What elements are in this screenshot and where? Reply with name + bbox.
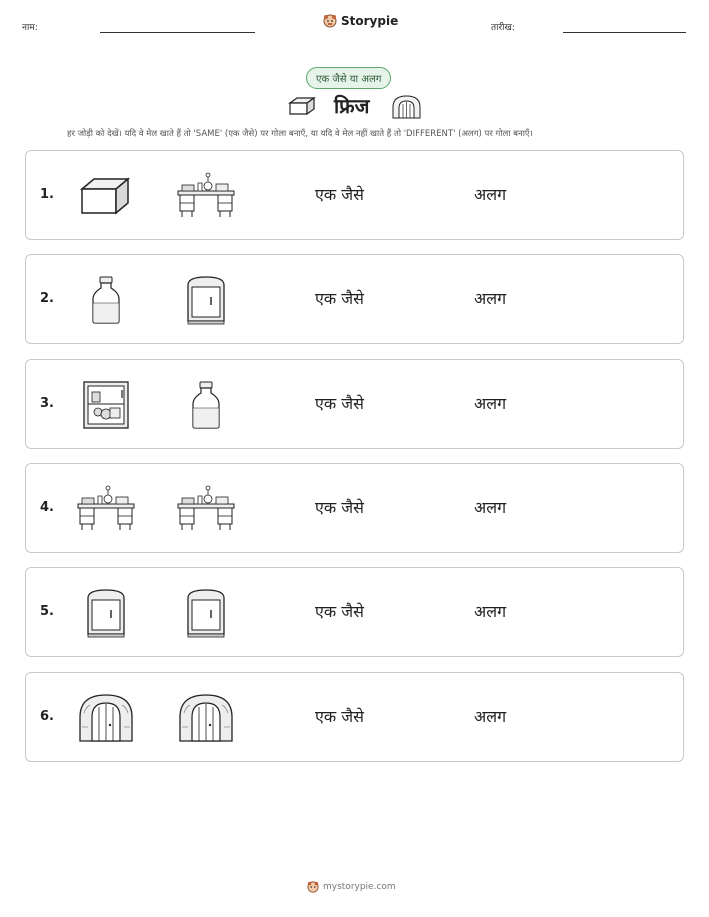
storypie-mascot-icon (307, 881, 319, 893)
same-option[interactable]: एक जैसे (315, 602, 364, 622)
worksheet-type-badge: एक जैसे या अलग (306, 67, 391, 89)
same-option[interactable]: एक जैसे (315, 185, 364, 204)
brand-name: Storypie (341, 14, 399, 28)
question-number: 6. (40, 708, 54, 724)
question-row (25, 567, 684, 657)
different-option[interactable]: अलग (474, 393, 507, 413)
lab-desk-icon (176, 171, 236, 221)
question-number: 5. (40, 604, 54, 620)
question-number: 2. (40, 291, 54, 307)
fridge-cabinet-icon (176, 588, 236, 638)
same-option[interactable]: एक जैसे (315, 706, 364, 726)
storypie-mascot-icon (323, 14, 337, 28)
instructions: हर जोड़ी को देखें। यदि वे मेल खाते हैं तो 'SAME' (एक जैसे) पर गोला बनाएँ, या यदि वे मेल नहीं खाते हैं तो 'DIFFERENT' (अलग) पर गोला बनाएँ। (67, 129, 533, 139)
question-number: 1. (40, 187, 54, 202)
footer (307, 881, 396, 893)
question-row (25, 359, 684, 449)
name-label: नाम: (22, 23, 38, 33)
different-option[interactable]: अलग (474, 706, 507, 726)
page-title: फ्रिज (334, 94, 370, 118)
lab-desk-icon (176, 484, 236, 534)
date-label: तारीख: (491, 23, 515, 33)
question-row (25, 463, 684, 553)
ice-block-icon (287, 95, 317, 117)
question-row (25, 150, 684, 240)
fridge-cabinet-icon (176, 275, 236, 325)
milk-bottle-icon (176, 380, 236, 430)
fridge-cabinet-icon (76, 588, 136, 638)
date-line[interactable] (563, 32, 686, 33)
different-option[interactable]: अलग (474, 602, 507, 622)
stone-door-icon (176, 693, 236, 743)
stone-door-icon (76, 693, 136, 743)
same-option[interactable]: एक जैसे (315, 393, 364, 413)
stone-door-icon (391, 94, 422, 119)
ice-block-icon (76, 171, 136, 221)
lab-desk-icon (76, 484, 136, 534)
question-row (25, 254, 684, 344)
different-option[interactable]: अलग (474, 289, 507, 309)
question-number: 3. (40, 395, 54, 411)
different-option[interactable]: अलग (474, 497, 507, 517)
open-fridge-icon (76, 380, 136, 430)
milk-bottle-icon (76, 275, 136, 325)
name-line[interactable] (100, 32, 255, 33)
question-number: 4. (40, 499, 54, 515)
question-row (25, 672, 684, 762)
same-option[interactable]: एक जैसे (315, 497, 364, 517)
brand-logo (323, 14, 398, 28)
same-option[interactable]: एक जैसे (315, 289, 364, 309)
footer-site[interactable]: mystorypie.com (323, 882, 396, 892)
different-option[interactable]: अलग (474, 185, 507, 204)
